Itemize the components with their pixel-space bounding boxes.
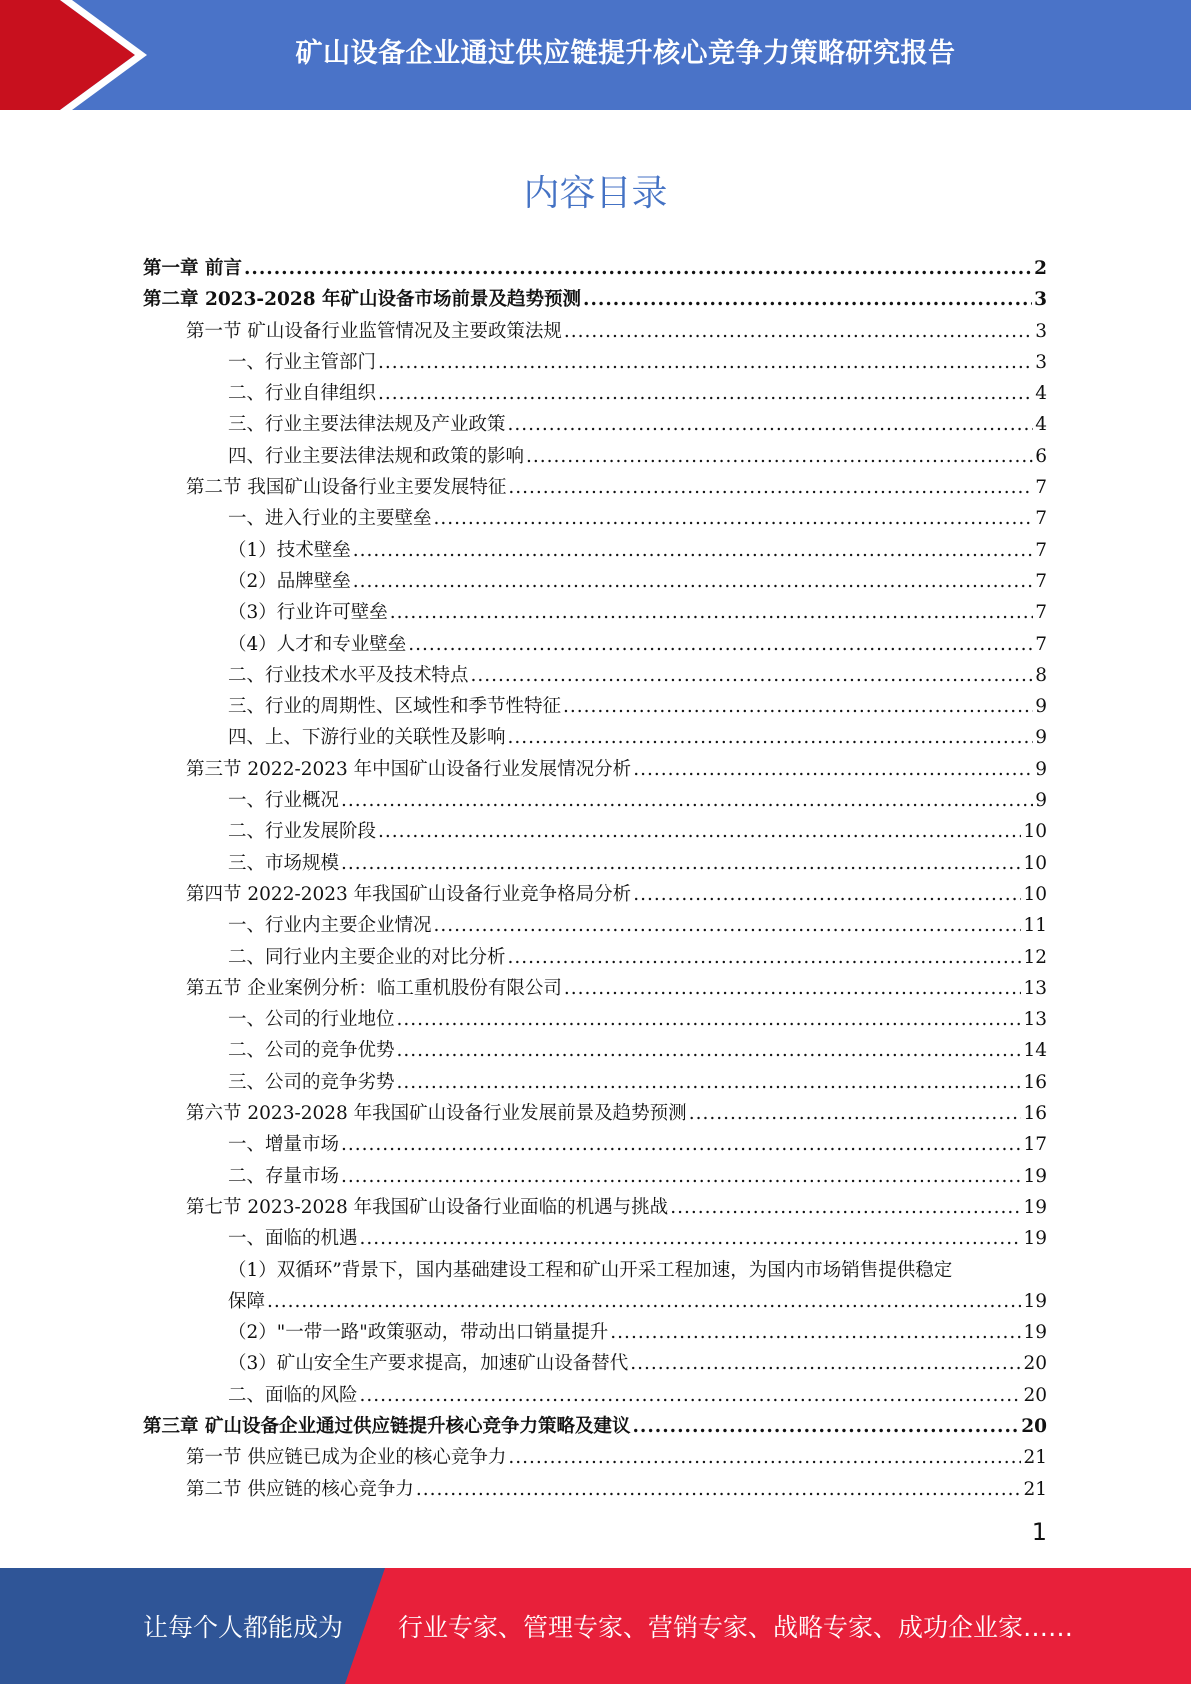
toc-entry-label: 一、行业主管部门 bbox=[228, 351, 377, 373]
toc-entry-page: 20 bbox=[1021, 1415, 1047, 1437]
toc-leader-dots bbox=[397, 1040, 1022, 1061]
toc-entry-label: 第一节 矿山设备行业监管情况及主要政策法规 bbox=[186, 320, 562, 342]
toc-entry[interactable] bbox=[143, 1068, 1047, 1099]
toc-entry[interactable] bbox=[143, 723, 1047, 754]
toc-entry-page: 7 bbox=[1035, 539, 1047, 561]
toc-entry-page: 19 bbox=[1023, 1290, 1047, 1312]
toc-entry-label: 一、公司的行业地位 bbox=[228, 1009, 395, 1031]
toc-entry[interactable] bbox=[143, 1381, 1047, 1412]
toc-entry-page: 6 bbox=[1035, 445, 1047, 467]
toc-entry-page: 21 bbox=[1023, 1447, 1047, 1469]
toc-entry-page: 20 bbox=[1023, 1384, 1047, 1406]
toc-leader-dots bbox=[508, 727, 1034, 748]
toc-entry-page: 19 bbox=[1023, 1196, 1047, 1218]
toc-entry-label: 三、行业主要法律法规及产业政策 bbox=[228, 414, 506, 436]
toc-leader-dots bbox=[341, 1134, 1021, 1155]
toc-entry-label: 二、公司的竞争优势 bbox=[228, 1040, 395, 1062]
toc-entry[interactable] bbox=[143, 1318, 1047, 1349]
toc-leader-dots bbox=[416, 1479, 1022, 1500]
toc-entry[interactable] bbox=[143, 1475, 1047, 1506]
toc-leader-dots bbox=[689, 1103, 1022, 1124]
toc-entry-label: 三、市场规模 bbox=[228, 852, 340, 874]
toc-entry-page: 16 bbox=[1023, 1071, 1047, 1093]
toc-entry-label: 四、行业主要法律法规和政策的影响 bbox=[228, 445, 525, 467]
toc-entry-page: 17 bbox=[1023, 1134, 1047, 1156]
toc-entry[interactable] bbox=[143, 692, 1047, 723]
toc-entry[interactable] bbox=[143, 473, 1047, 504]
toc-entry[interactable] bbox=[143, 285, 1047, 316]
toc-leader-dots bbox=[378, 821, 1021, 842]
toc-entry-page: 7 bbox=[1035, 477, 1047, 499]
toc-entry-page: 10 bbox=[1023, 821, 1047, 843]
toc-entry[interactable] bbox=[143, 786, 1047, 817]
toc-entry-page: 3 bbox=[1035, 351, 1047, 373]
toc-entry-label: （3）行业许可壁垒 bbox=[228, 602, 388, 624]
toc-entry-label: 第七节 2023-2028 年我国矿山设备行业面临的机遇与挑战 bbox=[186, 1196, 669, 1218]
header-red-chevron bbox=[0, 0, 135, 110]
toc-entry[interactable] bbox=[143, 254, 1047, 285]
toc-leader-dots bbox=[341, 853, 1021, 874]
toc-leader-dots bbox=[360, 1228, 1022, 1249]
toc-entry[interactable] bbox=[143, 880, 1047, 911]
toc-entry-page: 16 bbox=[1023, 1103, 1047, 1125]
toc-leader-dots bbox=[378, 383, 1033, 404]
toc-entry-label: 第四节 2022-2023 年我国矿山设备行业竞争格局分析 bbox=[186, 883, 632, 905]
toc-entry[interactable] bbox=[143, 1005, 1047, 1036]
toc-entry-label: 第一章 前言 bbox=[143, 258, 242, 279]
toc-entry-page: 20 bbox=[1023, 1353, 1047, 1375]
toc-entry-page: 9 bbox=[1035, 696, 1047, 718]
toc-entry[interactable] bbox=[143, 379, 1047, 410]
toc-entry[interactable] bbox=[143, 598, 1047, 629]
toc-entry-page: 7 bbox=[1035, 633, 1047, 655]
toc-entry[interactable] bbox=[143, 536, 1047, 567]
toc-entry-label: （3）矿山安全生产要求提高，加速矿山设备替代 bbox=[228, 1353, 629, 1375]
toc-leader-dots bbox=[408, 634, 1033, 655]
toc-entry-label: 第二章 2023-2028 年矿山设备市场前景及趋势预测 bbox=[143, 289, 582, 311]
toc-entry[interactable] bbox=[143, 1099, 1047, 1130]
toc-leader-dots bbox=[353, 540, 1033, 561]
toc-entry[interactable] bbox=[143, 943, 1047, 974]
toc-leader-dots bbox=[632, 1416, 1019, 1437]
toc-entry-label: 二、存量市场 bbox=[228, 1165, 340, 1187]
toc-entry-label: 二、行业自律组织 bbox=[228, 383, 377, 405]
toc-entry[interactable] bbox=[143, 1412, 1047, 1443]
toc-entry-label: （2）品牌壁垒 bbox=[228, 570, 351, 592]
toc-entry-page: 13 bbox=[1023, 1009, 1047, 1031]
toc-entry[interactable] bbox=[143, 567, 1047, 598]
toc-entry-page: 3 bbox=[1034, 289, 1047, 311]
toc-entry-label: 二、同行业内主要企业的对比分析 bbox=[228, 946, 506, 968]
toc-leader-dots bbox=[633, 759, 1033, 780]
toc-leader-dots bbox=[508, 414, 1034, 435]
toc-entry[interactable] bbox=[143, 661, 1047, 692]
toc-entry-page: 8 bbox=[1035, 664, 1047, 686]
toc-entry[interactable] bbox=[143, 974, 1047, 1005]
toc-entry[interactable] bbox=[143, 442, 1047, 473]
toc-leader-dots bbox=[360, 1385, 1022, 1406]
toc-leader-dots bbox=[630, 1353, 1021, 1374]
toc-entry-label: 二、行业技术水平及技术特点 bbox=[228, 664, 469, 686]
toc-entry-page: 7 bbox=[1035, 570, 1047, 592]
toc-entry[interactable] bbox=[143, 1224, 1047, 1255]
toc-entry[interactable] bbox=[143, 348, 1047, 379]
toc-leader-dots bbox=[610, 1322, 1021, 1343]
toc-entry-label: 第二节 供应链的核心竞争力 bbox=[186, 1478, 414, 1500]
toc-leader-dots bbox=[244, 258, 1032, 279]
toc-entry[interactable] bbox=[143, 504, 1047, 535]
toc-entry[interactable] bbox=[143, 1287, 1047, 1318]
toc-leader-dots bbox=[526, 446, 1033, 467]
toc-entry-page: 9 bbox=[1035, 790, 1047, 812]
toc-entry-label: 保障 bbox=[228, 1290, 266, 1312]
toc-entry-page: 19 bbox=[1023, 1322, 1047, 1344]
toc-heading: 内容目录 bbox=[523, 173, 668, 214]
toc-entry[interactable] bbox=[143, 1193, 1047, 1224]
toc-leader-dots bbox=[397, 1009, 1022, 1030]
header-banner bbox=[0, 0, 1191, 110]
toc-entry[interactable] bbox=[143, 317, 1047, 348]
footer-slogan-left: 让每个人都能成为 bbox=[143, 1613, 344, 1642]
toc-entry[interactable] bbox=[143, 755, 1047, 786]
table-of-contents bbox=[143, 254, 1047, 1506]
toc-entry-label: 第六节 2023-2028 年我国矿山设备行业发展前景及趋势预测 bbox=[186, 1103, 687, 1125]
toc-leader-dots bbox=[670, 1197, 1021, 1218]
toc-leader-dots bbox=[267, 1291, 1021, 1312]
toc-leader-dots bbox=[341, 1166, 1021, 1187]
toc-leader-dots bbox=[434, 915, 1022, 936]
toc-entry-label: 第五节 企业案例分析：临工重机股份有限公司 bbox=[186, 977, 562, 999]
toc-entry-page: 7 bbox=[1035, 602, 1047, 624]
toc-entry[interactable] bbox=[143, 1256, 1047, 1287]
toc-leader-dots bbox=[583, 289, 1032, 310]
toc-entry[interactable] bbox=[143, 1130, 1047, 1161]
toc-entry-label: 三、公司的竞争劣势 bbox=[228, 1071, 395, 1093]
toc-entry[interactable] bbox=[143, 911, 1047, 942]
toc-leader-dots bbox=[434, 508, 1034, 529]
toc-entry-label: 一、行业概况 bbox=[228, 790, 340, 812]
toc-entry-label: 三、行业的周期性、区域性和季节性特征 bbox=[228, 696, 562, 718]
toc-entry-page: 2 bbox=[1034, 258, 1047, 279]
toc-entry-page: 3 bbox=[1035, 320, 1047, 342]
toc-entry-label: 一、增量市场 bbox=[228, 1134, 340, 1156]
toc-entry[interactable] bbox=[143, 1162, 1047, 1193]
toc-leader-dots bbox=[341, 790, 1033, 811]
toc-entry-page: 14 bbox=[1023, 1040, 1047, 1062]
toc-entry-label: 第三章 矿山设备企业通过供应链提升核心竞争力策略及建议 bbox=[143, 1415, 631, 1437]
toc-leader-dots bbox=[564, 321, 1033, 342]
toc-leader-dots bbox=[378, 352, 1033, 373]
toc-entry[interactable] bbox=[143, 1349, 1047, 1380]
toc-entry-page: 10 bbox=[1023, 852, 1047, 874]
toc-leader-dots bbox=[471, 665, 1034, 686]
toc-entry-page: 21 bbox=[1023, 1478, 1047, 1500]
toc-entry-label: 四、上、下游行业的关联性及影响 bbox=[228, 727, 506, 749]
toc-entry-page: 7 bbox=[1035, 508, 1047, 530]
toc-entry-page: 19 bbox=[1023, 1228, 1047, 1250]
footer-slogan-right: 行业专家、管理专家、营销专家、战略专家、成功企业家…… bbox=[398, 1613, 1074, 1642]
report-title: 矿山设备企业通过供应链提升核心竞争力策略研究报告 bbox=[295, 37, 956, 69]
toc-leader-dots bbox=[508, 947, 1022, 968]
toc-entry-label: 一、面临的机遇 bbox=[228, 1228, 358, 1250]
toc-entry[interactable] bbox=[143, 817, 1047, 848]
toc-leader-dots bbox=[508, 1447, 1021, 1468]
toc-entry-label: 一、进入行业的主要壁垒 bbox=[228, 508, 432, 530]
toc-entry-page: 4 bbox=[1035, 383, 1047, 405]
toc-entry-label: （2）"一带一路"政策驱动，带动出口销量提升 bbox=[228, 1322, 609, 1344]
toc-entry-page: 19 bbox=[1023, 1165, 1047, 1187]
toc-leader-dots bbox=[397, 1072, 1022, 1093]
toc-entry-label: 一、行业内主要企业情况 bbox=[228, 915, 432, 937]
footer-banner bbox=[0, 1568, 1191, 1684]
toc-entry-page: 13 bbox=[1023, 977, 1047, 999]
toc-entry-label: （4）人才和专业壁垒 bbox=[228, 633, 407, 655]
toc-entry[interactable] bbox=[143, 630, 1047, 661]
page-number: 1 bbox=[1031, 1518, 1047, 1546]
toc-entry-page: 9 bbox=[1035, 758, 1047, 780]
toc-leader-dots bbox=[353, 571, 1033, 592]
toc-entry-page: 4 bbox=[1035, 414, 1047, 436]
toc-entry-page: 11 bbox=[1023, 915, 1047, 937]
toc-entry[interactable] bbox=[143, 849, 1047, 880]
toc-leader-dots bbox=[508, 477, 1033, 498]
toc-entry-page: 9 bbox=[1035, 727, 1047, 749]
toc-entry-page: 12 bbox=[1023, 946, 1047, 968]
toc-entry-label: 二、面临的风险 bbox=[228, 1384, 358, 1406]
toc-entry-label: （1）双循环”背景下，国内基础建设工程和矿山开采工程加速，为国内市场销售提供稳定 bbox=[228, 1259, 953, 1281]
toc-entry[interactable] bbox=[143, 1036, 1047, 1067]
toc-entry-label: （1）技术壁垒 bbox=[228, 539, 351, 561]
toc-leader-dots bbox=[390, 602, 1033, 623]
toc-entry[interactable] bbox=[143, 410, 1047, 441]
toc-leader-dots bbox=[563, 696, 1033, 717]
toc-entry[interactable] bbox=[143, 1443, 1047, 1474]
toc-entry-page: 10 bbox=[1023, 883, 1047, 905]
toc-leader-dots bbox=[633, 884, 1021, 905]
toc-entry-label: 二、行业发展阶段 bbox=[228, 821, 377, 843]
toc-entry-label: 第三节 2022-2023 年中国矿山设备行业发展情况分析 bbox=[186, 758, 632, 780]
toc-entry-label: 第一节 供应链已成为企业的核心竞争力 bbox=[186, 1447, 507, 1469]
toc-leader-dots bbox=[564, 978, 1022, 999]
toc-entry-label: 第二节 我国矿山设备行业主要发展特征 bbox=[186, 477, 507, 499]
